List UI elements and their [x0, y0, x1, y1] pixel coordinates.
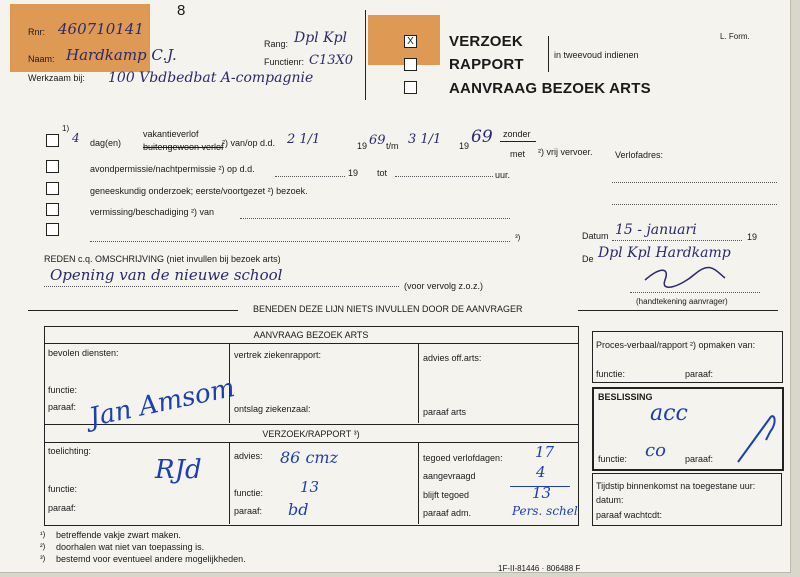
option-rapport: RAPPORT — [449, 56, 524, 73]
aanvraag-checkbox[interactable] — [404, 81, 417, 94]
handtekening-line — [630, 292, 760, 293]
row1-year2-prefix: 19 — [459, 141, 470, 151]
tijdstip-datum: datum: — [596, 495, 624, 505]
footnote2-text: doorhalen wat niet van toepassing is. — [56, 542, 205, 552]
vr-adm-hand: Pers. schel — [512, 504, 578, 518]
row1-year1: 69 — [369, 133, 386, 148]
naam-value: Hardkamp C.J. — [66, 46, 177, 64]
row1-zonder-met-rule — [500, 141, 536, 142]
arts-title: AANVRAAG BEZOEK ARTS — [253, 330, 369, 340]
vr-paraaf-adm: paraaf adm. — [423, 508, 472, 518]
werkzaam-label: Werkzaam bij: — [28, 73, 85, 83]
divider-text: BENEDEN DEZE LIJN NIETS INVULLEN DOOR DE AANVRAGER — [253, 304, 523, 314]
vr-table — [44, 424, 579, 526]
datum-value: 15 - januari — [615, 222, 697, 238]
form-code: L. Form. — [720, 32, 750, 41]
proces-functie: functie: — [596, 369, 626, 379]
arts-paraaf-arts: paraaf arts — [423, 407, 467, 417]
tijdstip-label: Tijdstip binnenkomst na toegestane uur: — [596, 481, 756, 491]
arts-bevolen: bevolen diensten: — [48, 348, 119, 358]
functienr-value: C13X0 — [309, 53, 354, 68]
tweevoud-text: in tweevoud indienen — [554, 50, 639, 60]
footnote1-mark: ¹) — [40, 530, 46, 539]
vr-tegoed: tegoed verlofdagen: — [423, 453, 503, 463]
toelichting-paraaf: RJd — [155, 455, 202, 485]
row3-checkbox[interactable] — [46, 182, 59, 195]
option-verzoek: VERZOEK — [449, 33, 523, 50]
toelichting-scribble: Jan Amsom — [86, 372, 238, 434]
row1-year2: 69 — [471, 127, 493, 147]
row1-checkbox[interactable] — [46, 134, 59, 147]
beslissing-label: BESLISSING — [598, 392, 653, 402]
vr-advies-hand: 86 cmz — [280, 448, 339, 467]
datum-line — [612, 240, 742, 241]
rnr-value: 460710141 — [58, 20, 144, 38]
reden-line — [44, 286, 399, 287]
vr-blijft: blijft tegoed — [423, 490, 470, 500]
row1-vakantieverlof: vakantieverlof — [143, 129, 199, 139]
functienr-label: Functienr: — [264, 57, 305, 67]
proces-label: Proces-verbaal/rapport ²) opmaken van: — [596, 340, 756, 350]
arts-title-rule — [44, 343, 578, 344]
rang-label: Rang: — [264, 39, 289, 49]
vr-aangevraagd-val: 4 — [536, 463, 546, 481]
verzoek-checkbox[interactable]: X — [404, 35, 417, 48]
row5-footnote: ³) — [515, 233, 521, 242]
rnr-label: Rnr: — [28, 27, 46, 37]
verlofadres-line2 — [612, 204, 777, 205]
row1-from-date: 2 1/1 — [287, 132, 321, 147]
row2-line2 — [395, 176, 493, 177]
row1-days: 4 — [72, 131, 80, 145]
row2-tot: tot — [377, 168, 388, 178]
verlofadres-line1 — [612, 182, 777, 183]
option-aanvraag: AANVRAAG BEZOEK ARTS — [449, 80, 651, 97]
row1-footnote: 1) — [62, 124, 70, 133]
row2-checkbox[interactable] — [46, 160, 59, 173]
de-value: Dpl Kpl Hardkamp — [598, 245, 731, 261]
row3-text: geneeskundig onderzoek; eerste/voortgezet ²) bezoek. — [90, 186, 308, 196]
applicant-signature — [640, 262, 730, 292]
header-divider — [365, 10, 366, 100]
proces-paraaf: paraaf: — [685, 369, 714, 379]
tijdstip-wacht: paraaf wachtcdt: — [596, 510, 663, 520]
de-label: De — [582, 254, 594, 264]
arts-vertrek: vertrek ziekenrapport: — [234, 350, 322, 360]
row1-tm: t/m — [386, 141, 399, 151]
footnote1-text: betreffende vakje zwart maken. — [56, 530, 181, 540]
vr-advies: advies: — [234, 451, 263, 461]
arts-paraaf: paraaf: — [48, 402, 77, 412]
vr-blijft-val: 13 — [532, 484, 552, 502]
arts-functie: functie: — [48, 385, 78, 395]
row1-van: ²) van/op d.d. — [222, 138, 276, 148]
reden-vervolg: (voor vervolg z.o.z.) — [404, 281, 484, 291]
vr-functie-hand: 13 — [300, 478, 320, 496]
corner-mark: 8 — [177, 2, 186, 19]
row1-year1-prefix: 19 — [357, 141, 368, 151]
row1-vrij-vervoer: ²) vrij vervoer. — [538, 147, 593, 157]
row1-dag: dag(en) — [90, 138, 122, 148]
vr-col2 — [418, 442, 419, 524]
datum-label: Datum — [582, 231, 609, 241]
arts-advies: advies off.arts: — [423, 353, 482, 363]
beslissing-signature — [730, 410, 780, 466]
vr-paraaf: paraaf: — [48, 503, 77, 513]
footnote3-mark: ³) — [40, 554, 46, 563]
rang-value: Dpl Kpl — [294, 30, 348, 46]
vr-toelichting: toelichting: — [48, 446, 92, 456]
row2-uur: uur. — [495, 170, 511, 180]
arts-col2 — [418, 343, 419, 423]
handtekening-label: (handtekening aanvrager) — [636, 297, 728, 306]
row2-19: 19 — [348, 168, 359, 178]
row4-line — [240, 218, 510, 219]
reden-label: REDEN c.q. OMSCHRIJVING (niet invullen bij bezoek arts) — [44, 254, 281, 264]
datum-19: 19 — [747, 232, 758, 242]
footnote3-text: bestemd voor eventueel andere mogelijkheden. — [56, 554, 246, 564]
vr-aangevraagd: aangevraagd — [423, 471, 476, 481]
row5-checkbox[interactable] — [46, 223, 59, 236]
reden-value: Opening van de nieuwe school — [50, 266, 283, 284]
beslissing-paraaf: paraaf: — [685, 454, 714, 464]
divider-line-left — [28, 310, 238, 311]
row2-line — [275, 176, 345, 177]
vr-title: VERZOEK/RAPPORT ³) — [262, 429, 360, 439]
print-code: 1F-II-81446 · 806488 F — [498, 564, 581, 573]
divider-line-right — [578, 310, 778, 311]
row1-buitengewoon: buitengewoon verlof — [143, 142, 224, 152]
row1-to-date: 3 1/1 — [408, 132, 442, 147]
beslissing-functie-hand: co — [645, 440, 666, 461]
row5-line — [90, 241, 510, 242]
row2-text: avondpermissie/nachtpermissie ²) op d.d. — [90, 164, 255, 174]
naam-label: Naam: — [28, 54, 55, 64]
verlofadres-label: Verlofadres: — [615, 150, 664, 160]
row4-checkbox[interactable] — [46, 203, 59, 216]
vr-tegoed-val: 17 — [535, 443, 555, 461]
werkzaam-value: 100 Vbdbedbat A-compagnie — [108, 70, 314, 86]
footnote2-mark: ²) — [40, 542, 46, 551]
vr-paraaf-hand: bd — [288, 500, 309, 519]
beslissing-hand: acc — [650, 401, 688, 426]
vr-functie: functie: — [48, 484, 78, 494]
arts-ontslag: ontslag ziekenzaal: — [234, 404, 311, 414]
row1-zonder: zonder — [503, 129, 531, 139]
beslissing-functie: functie: — [598, 454, 628, 464]
vr-paraaf2: paraaf: — [234, 506, 263, 516]
bracket-line — [548, 36, 549, 72]
row4-text: vermissing/beschadiging ²) van — [90, 207, 215, 217]
rapport-checkbox[interactable] — [404, 58, 417, 71]
vr-title-rule — [44, 442, 578, 443]
row1-met: met — [510, 149, 526, 159]
vr-col1 — [229, 442, 230, 524]
vr-functie2: functie: — [234, 488, 264, 498]
